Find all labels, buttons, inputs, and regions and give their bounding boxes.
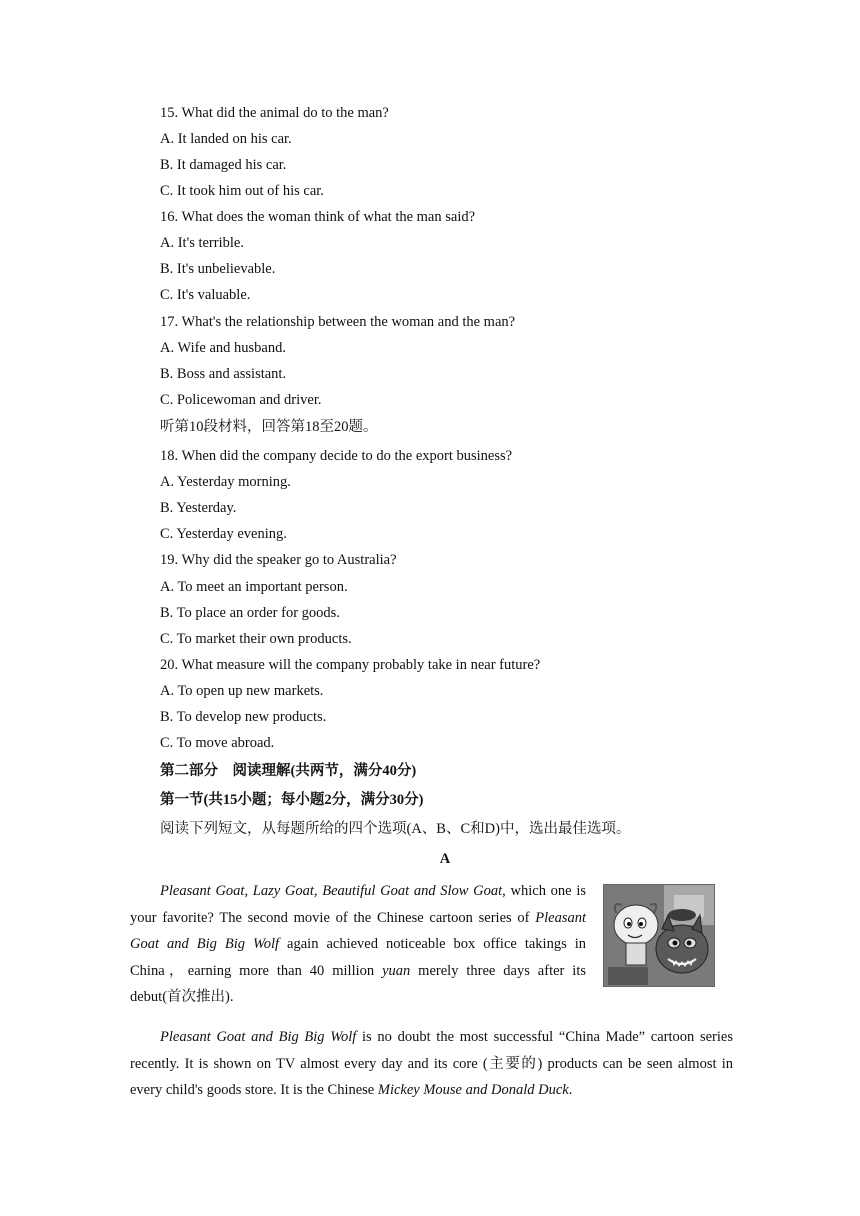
cartoon-illustration	[603, 884, 715, 987]
option-c: C. To move abroad.	[160, 735, 275, 751]
option-a: A. Yesterday morning.	[160, 474, 291, 490]
reading-instruction: 阅读下列短文，从每题所给的四个选项(A、B、C和D)中，选出最佳选项。	[160, 821, 631, 837]
option-c: C. It took him out of his car.	[160, 183, 324, 199]
option-b: B. It damaged his car.	[160, 157, 287, 173]
option-c: C. Yesterday evening.	[160, 526, 287, 542]
option-c: C. It's valuable.	[160, 287, 251, 303]
passage-paragraph-2	[130, 1024, 733, 1104]
para-text: .	[568, 1082, 573, 1098]
option-b: B. To develop new products.	[160, 709, 327, 725]
question-text: 20. What measure will the company probably take in near future?	[160, 657, 541, 673]
section-10-instruction: 听第10段材料，回答第18至20题。	[160, 419, 378, 435]
para-text: which one is your favorite? The second movie of the Chinese cartoon series of	[130, 883, 586, 926]
option-c: C. To market their own products.	[160, 631, 352, 647]
mickey-donald: Mickey Mouse and Donald Duck	[377, 1082, 569, 1098]
question-text: 19. Why did the speaker go to Australia?	[160, 552, 397, 568]
question-text: 15. What did the animal do to the man?	[160, 105, 389, 121]
passage-paragraph-1	[130, 878, 586, 1011]
yuan-word: yuan	[382, 962, 411, 979]
option-b: B. Boss and assistant.	[160, 366, 287, 382]
option-b: B. Yesterday.	[160, 500, 237, 516]
para-text: again achieved noticeable box office takings in China，earning more than 40 million	[130, 936, 586, 979]
question-text: 17. What's the relationship between the woman and the man?	[160, 314, 516, 330]
option-a: A. To open up new markets.	[160, 683, 324, 699]
para-text: merely three days after its debut(首次推出).	[130, 962, 586, 1005]
option-c: C. Policewoman and driver.	[160, 392, 322, 408]
option-b: B. To place an order for goods.	[160, 605, 340, 621]
goat-wolf-picture	[604, 885, 714, 986]
para-text: is no doubt the most successful “China Made” cartoon series recently. It is shown on TV almost every day and its core (主要的) products can be seen almost in every child's goods store. It is the Chinese	[130, 1029, 733, 1098]
option-a: A. It's terrible.	[160, 235, 244, 251]
goat-names: Pleasant Goat, Lazy Goat, Beautiful Goat and Slow Goat,	[160, 883, 506, 899]
section-1-title: 第一节(共15小题；每小题2分，满分30分)	[160, 792, 424, 808]
series-title: Pleasant Goat and Big Big Wolf	[160, 1029, 357, 1045]
question-text: 18. When did the company decide to do the export business?	[160, 448, 513, 464]
option-a: A. Wife and husband.	[160, 340, 286, 356]
option-b: B. It's unbelievable.	[160, 261, 276, 277]
series-title: Pleasant Goat and Big Big Wolf	[130, 909, 586, 952]
part-2-title: 第二部分 阅读理解(共两节，满分40分)	[160, 763, 417, 779]
option-a: A. It landed on his car.	[160, 131, 292, 147]
question-text: 16. What does the woman think of what the man said?	[160, 209, 476, 225]
passage-label: A	[439, 851, 451, 867]
option-a: A. To meet an important person.	[160, 579, 348, 595]
